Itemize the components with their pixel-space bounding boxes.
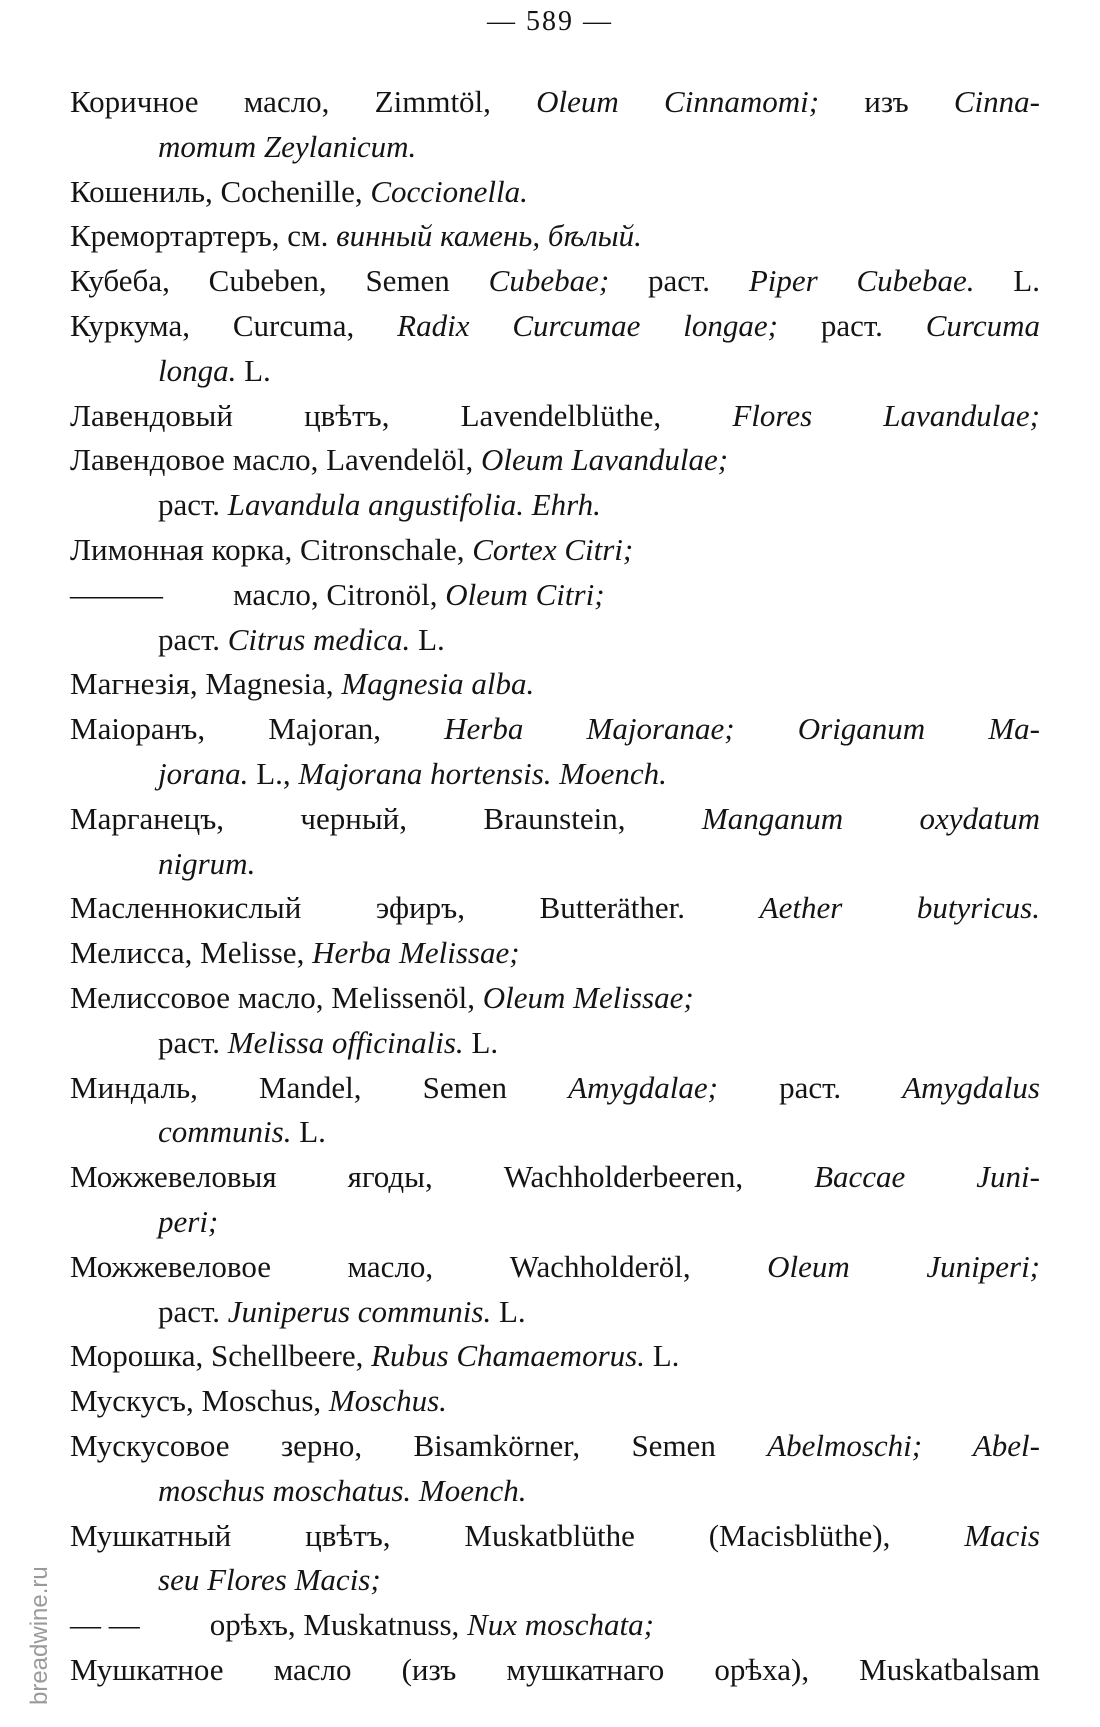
latin-term: Cortex Citri; [472,531,634,567]
entry-text: раст. [717,1069,903,1105]
latin-term: Macis [964,1517,1040,1553]
entry-line [70,1066,1040,1111]
entry-text: ——— [70,576,163,612]
entry-line [70,1155,1040,1200]
entry-text: — — [70,1607,140,1643]
entry-line [70,1648,1040,1693]
entry-text: Можжевеловыя ягоды, Wachholderbeeren, [70,1159,815,1195]
latin-term: Amygdalus [902,1069,1040,1105]
latin-term: Piper Cubebae. [748,263,975,299]
entry-line [70,528,1040,573]
page-number: — 589 — [487,6,613,37]
entry-text: L., [248,755,299,791]
latin-term: Oleum Melissae; [482,979,694,1015]
entry-line [70,349,1040,394]
entry-text: орѣхъ, Muskatnuss, [209,1607,468,1643]
latin-term: винный камень, бѣлый. [336,218,642,254]
entry-text: Кремортартеръ, см. [70,218,337,254]
entry-line [70,125,1040,170]
latin-term: Melissa officinalis. [227,1024,464,1060]
latin-term: momum Zeylanicum. [158,128,417,164]
latin-term: Abelmoschi; Abel- [767,1427,1040,1463]
entry-line [70,259,1040,304]
entry-line [70,1021,1040,1066]
entry-text: L. [644,1338,680,1374]
latin-term: Cubebae; [488,263,610,299]
entry-line [70,170,1040,215]
latin-term: Flores Lavandulae; [732,397,1041,433]
latin-term: jorana. [158,755,249,791]
entry-text: L. [463,1024,499,1060]
entry-line [70,752,1040,797]
entry-text: раст. [158,1024,228,1060]
entry-line [70,1603,1040,1648]
entry-line [70,886,1040,931]
latin-term: Coccionella. [370,173,528,209]
entry-text: L. [291,1114,326,1150]
latin-term: Radix Curcumae longae; [397,307,778,343]
entry-line [70,1200,1040,1245]
latin-term: longa. [158,352,237,388]
entry-text: Мелиссовое масло, Melissenöl, [70,979,483,1015]
latin-term: Oleum Lavandulae; [481,442,729,478]
entry-line [70,1469,1040,1514]
latin-term: peri; [158,1203,219,1239]
entry-line [70,1514,1040,1559]
entry-text: Магнезія, Magnesia, [70,666,342,702]
entry-text: Лавендовое масло, Lavendelöl, [70,442,482,478]
entry-line [70,394,1040,439]
latin-term: seu Flores Macis; [158,1562,381,1598]
entry-line [70,1558,1040,1603]
entry-text: Кошениль, Cochenille, [70,173,371,209]
entry-text: Коричное масло, Zimmtöl, [70,84,537,119]
entry-text: Можжевеловое масло, Wachholderöl, [70,1248,768,1284]
latin-term: Manganum oxydatum [701,800,1040,836]
entry-line [70,931,1040,976]
latin-term: Oleum Juniperi; [767,1248,1041,1284]
latin-term: Rubus Chamaemorus. [371,1338,645,1374]
latin-term: Oleum Citri; [445,576,605,612]
latin-term: Herba Melissae; [312,935,520,971]
entry-text: Кубеба, Cubeben, Semen [70,263,489,299]
latin-term: Lavandula angustifolia. Ehrh. [227,487,601,523]
entry-line [70,80,1040,125]
entry-line [70,707,1040,752]
entry-line [70,842,1040,887]
entry-text: раст. [158,1293,228,1329]
entry-text: L. [491,1293,526,1329]
latin-term: Curcuma [925,307,1040,343]
latin-term: Herba Majoranae; Origanum Ma- [444,711,1040,747]
latin-term: communis. [158,1114,292,1150]
latin-term: Aether butyricus. [759,890,1040,926]
latin-term: Citrus medica. [227,621,411,657]
entry-text: раст. [158,487,228,523]
entry-text: L. [236,352,271,388]
entry-line [70,304,1040,349]
entry-line [70,214,1040,259]
entry-line [70,1334,1040,1379]
entry-text: Лимонная корка, Citronschale, [70,531,473,567]
latin-term: moschus moschatus. Moench. [158,1472,527,1508]
entry-text: L. [974,263,1040,299]
entry-text: Маіоранъ, Majoran, [70,711,445,747]
entry-text: Морошка, Schellbeere, [70,1338,372,1374]
entry-line [70,662,1040,707]
latin-term: Oleum Cinnamomi; [536,84,820,119]
entry-text: Мушкатный цвѣтъ, Muskatblüthe (Macisblüthe), [70,1517,965,1553]
entry-text: Куркума, Curcuma, [70,307,398,343]
entry-text: раст. [158,621,228,657]
latin-term: Nux moschata; [467,1607,654,1643]
latin-term: Majorana hortensis. Moench. [298,755,667,791]
entry-text: раст. [777,307,926,343]
entry-line [70,1245,1040,1290]
entry-line [70,976,1040,1021]
entry-line [70,483,1040,528]
entry-line [70,1290,1040,1335]
latin-term: Juniperus communis. [227,1293,492,1329]
entry-line [70,573,1040,618]
entry-text: Лавендовый цвѣтъ, Lavendelblüthe, [70,397,733,433]
watermark: breadwine.ru [26,1566,53,1705]
entry-text: Марганецъ, черный, Braunstein, [70,800,702,836]
entry-text: раст. [609,263,749,299]
entry-text: Мелисса, Melisse, [70,935,313,971]
entry-text: Миндаль, Mandel, Semen [70,1069,569,1105]
entry-line [70,618,1040,663]
latin-term: Magnesia alba. [341,666,535,702]
entry-line [70,1424,1040,1469]
entry-line [70,438,1040,483]
latin-term: Moschus. [328,1383,447,1419]
latin-term: Baccae Juni- [814,1159,1040,1195]
entry-text: Мускусъ, Moschus, [70,1383,329,1419]
dictionary-entries [70,80,1040,1693]
latin-term: Cinna- [953,84,1040,119]
entry-text: масло, Citronöl, [233,576,446,612]
latin-term: nigrum. [158,845,256,881]
entry-line [70,1110,1040,1155]
entry-line [70,1379,1040,1424]
entry-text: Масленнокислый эфиръ, Butteräther. [70,890,760,926]
entry-text: изъ [819,84,954,119]
entry-text: L. [410,621,445,657]
entry-text: Мушкатное масло (изъ мушкатнаго орѣха), Muskatbalsam [70,1651,1040,1687]
latin-term: Amygdalae; [568,1069,718,1105]
entry-text: Мускусовое зерно, Bisamkörner, Semen [70,1427,768,1463]
entry-line [70,797,1040,842]
